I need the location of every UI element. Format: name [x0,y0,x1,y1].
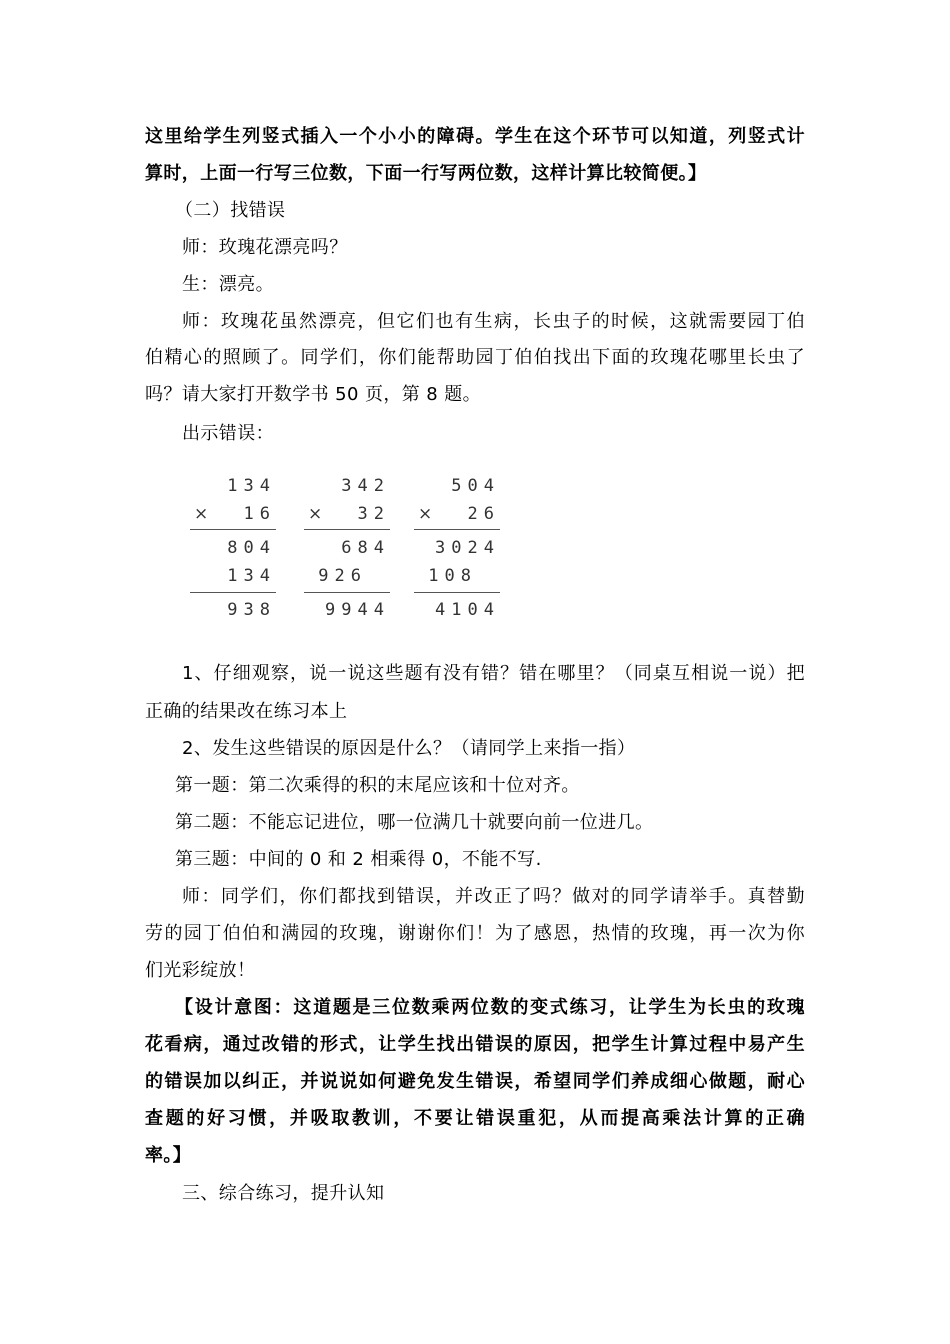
times-sign: × [194,504,209,524]
rule-line [414,592,500,593]
dialogue-teacher-1: 师：玫瑰花漂亮吗？ [182,237,348,258]
product-result: 4104 [435,600,500,620]
section-heading-find-errors: （二）找错误 [175,200,286,221]
rule-line [190,592,276,593]
dialogue-teacher-2-line-3: 吗？请大家打开数学书 50 页，第 8 题。 [145,384,482,405]
product-result: 9944 [325,600,390,620]
multiplicand: 342 [341,476,390,496]
design-intent-continued-line-1: 这里给学生列竖式插入一个小小的障碍。学生在这个环节可以知道，列竖式计 [145,126,805,147]
design-intent-line-4: 查题的好习惯，并吸取教训，不要让错误重犯，从而提高乘法计算的正确 [145,1108,805,1129]
product-result: 938 [227,600,276,620]
partial-product-1: 3024 [435,538,500,558]
multiplier: 26 [467,504,500,524]
partial-product-1: 804 [227,538,276,558]
dialogue-teacher-3-line-1: 师：同学们，你们都找到错误，并改正了吗？做对的同学请举手。真替勤 [182,886,805,907]
multiplier: 32 [357,504,390,524]
design-intent-line-1: 【设计意图：这道题是三位数乘两位数的变式练习，让学生为长虫的玫瑰 [175,997,805,1018]
times-sign: × [308,504,323,524]
partial-product-2: 108 [428,566,477,586]
design-intent-line-3: 的错误加以纠正，并说说如何避免发生错误，希望同学们养成细心做题，耐心 [145,1071,805,1092]
multiplier: 16 [243,504,276,524]
rule-line [304,529,390,530]
question-1-line-1: 1、仔细观察，说一说这些题有没有错？错在哪里？（同桌互相说一说）把 [182,663,805,684]
rule-line [304,592,390,593]
times-sign: × [418,504,433,524]
design-intent-line-5: 率。】 [145,1145,192,1166]
partial-product-2: 134 [227,566,276,586]
question-2: 2、发生这些错误的原因是什么？（请同学上来指一指） [182,738,636,759]
question-1-line-2: 正确的结果改在练习本上 [145,701,348,722]
dialogue-teacher-2-line-2: 伯精心的照顾了。同学们，你们能帮助园丁伯伯找出下面的玫瑰花哪里长虫了 [145,347,805,368]
design-intent-continued-line-2: 算时，上面一行写三位数，下面一行写两位数，这样计算比较简便。】 [145,163,707,184]
show-errors-label: 出示错误： [182,423,274,444]
partial-product-2: 926 [318,566,367,586]
dialogue-teacher-3-line-2: 劳的园丁伯伯和满园的玫瑰，谢谢你们！为了感恩，热情的玫瑰，再一次为你 [145,923,805,944]
answer-problem-1: 第一题：第二次乘得的积的末尾应该和十位对齐。 [175,775,580,796]
rule-line [414,529,500,530]
multiplicand: 504 [451,476,500,496]
multiplicand: 134 [227,476,276,496]
rule-line [190,529,276,530]
answer-problem-3: 第三题：中间的 0 和 2 相乘得 0，不能不写. [175,849,542,870]
dialogue-teacher-3-line-3: 们光彩绽放！ [145,960,256,981]
dialogue-student-1: 生：漂亮。 [182,274,274,295]
section-heading-comprehensive-practice: 三、综合练习，提升认知 [182,1183,385,1204]
dialogue-teacher-2-line-1: 师：玫瑰花虽然漂亮，但它们也有生病，长虫子的时候，这就需要园丁伯 [182,311,805,332]
answer-problem-2: 第二题：不能忘记进位，哪一位满几十就要向前一位进几。 [175,812,654,833]
partial-product-1: 684 [341,538,390,558]
design-intent-line-2: 花看病，通过改错的形式，让学生找出错误的原因，把学生计算过程中易产生 [145,1034,805,1055]
